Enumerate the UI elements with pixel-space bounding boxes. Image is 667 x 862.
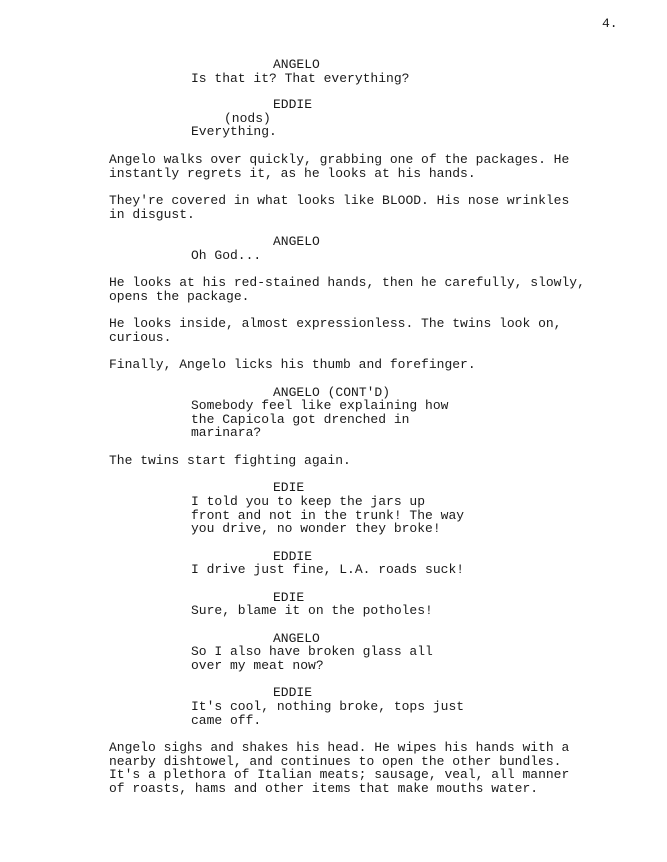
parenthetical: (nods) xyxy=(224,111,271,126)
page-number: 4. xyxy=(602,16,618,31)
dialogue: So I also have broken glass all over my meat now? xyxy=(191,644,433,673)
dialogue: It's cool, nothing broke, tops just came off. xyxy=(191,699,465,728)
character-name: EDIE xyxy=(273,480,305,495)
dialogue: I drive just fine, L.A. roads suck! xyxy=(191,562,465,577)
character-name: EDDIE xyxy=(273,549,313,564)
character-name: EDDIE xyxy=(273,685,313,700)
action-line: He looks inside, almost expressionless. The twins look on, curious. xyxy=(109,316,562,345)
dialogue: Sure, blame it on the potholes! xyxy=(191,603,433,618)
dialogue: Everything. xyxy=(191,124,277,139)
character-name: ANGELO (CONT'D) xyxy=(273,385,391,400)
action-line: He looks at his red-stained hands, then he carefully, slowly, opens the package. xyxy=(109,275,585,304)
dialogue: Somebody feel like explaining how the Capicola got drenched in marinara? xyxy=(191,398,449,441)
character-name: ANGELO xyxy=(273,631,320,646)
action-line: Angelo sighs and shakes his head. He wipes his hands with a nearby dishtowel, and continues to open the other bundles. It's a plethora of Italian meats; sausage, veal, all manner of roasts, hams and other items that make mouths water. xyxy=(109,740,570,796)
character-name: ANGELO xyxy=(273,234,320,249)
dialogue: Is that it? That everything? xyxy=(191,71,410,86)
action-line: They're covered in what looks like BLOOD. His nose wrinkles in disgust. xyxy=(109,193,570,222)
dialogue: I told you to keep the jars up front and not in the trunk! The way you drive, no wonder they broke! xyxy=(191,494,465,537)
action-line: Finally, Angelo licks his thumb and forefinger. xyxy=(109,357,476,372)
character-name: EDDIE xyxy=(273,97,313,112)
character-name: EDIE xyxy=(273,590,305,605)
action-line: Angelo walks over quickly, grabbing one of the packages. He instantly regrets it, as he looks at his hands. xyxy=(109,152,570,181)
character-name: ANGELO xyxy=(273,57,320,72)
dialogue: Oh God... xyxy=(191,248,262,263)
action-line: The twins start fighting again. xyxy=(109,453,351,468)
